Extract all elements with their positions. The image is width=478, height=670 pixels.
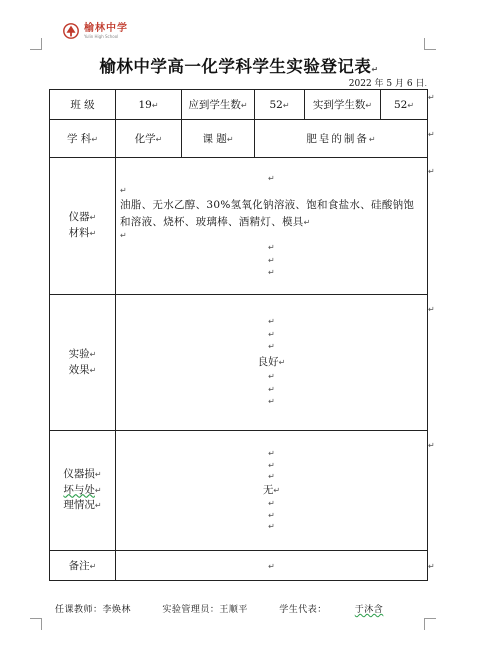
effect-text: 良好↵ bbox=[257, 356, 286, 369]
actual-count-label-cell: 实到学生数↵ bbox=[305, 90, 381, 120]
subject-value-cell: 化学↵ bbox=[116, 120, 182, 158]
row-end-mark: ↵ bbox=[428, 93, 435, 102]
actual-count-value-cell: 52↵ bbox=[381, 90, 428, 120]
teacher-signature: 任课教师：李焕林 bbox=[55, 605, 132, 615]
registration-table bbox=[49, 89, 428, 581]
remark-value-cell: ↵ bbox=[116, 551, 428, 581]
row-end-mark: ↵ bbox=[428, 562, 435, 571]
row-end-mark: ↵ bbox=[428, 130, 435, 139]
remark-label-cell: 备注↵ bbox=[50, 551, 116, 581]
table-row bbox=[50, 120, 428, 158]
crop-mark-bottom-left bbox=[30, 618, 42, 630]
row-end-mark: ↵ bbox=[428, 441, 435, 450]
registration-date: 2022 年 5 月 6 日. bbox=[348, 79, 427, 89]
equipment-text: 油脂、无水乙醇、30%氢氧化钠溶液、饱和食盐水、硅酸钠饱和溶液、烧杯、玻璃棒、酒精灯、模具↵ bbox=[120, 199, 415, 228]
effect-label-cell: 实验↵ 效果↵ bbox=[50, 295, 116, 431]
class-label-cell: 班 级 bbox=[50, 90, 116, 120]
page-title: 榆林中学高一化学科学生实验登记表↵ bbox=[99, 57, 379, 76]
expected-count-label-cell: 应到学生数↵ bbox=[182, 90, 255, 120]
school-logo bbox=[62, 20, 128, 42]
equipment-label-cell: 仪器↵ 材料↵ bbox=[50, 158, 116, 295]
signature-footer bbox=[55, 602, 411, 615]
student-rep-signature: 学生代表： 于沐含 bbox=[279, 605, 384, 615]
table-row bbox=[50, 158, 428, 295]
class-value-cell: 19↵ bbox=[116, 90, 182, 120]
equipment-value-cell: ↵ ↵ 油脂、无水乙醇、30%氢氧化钠溶液、饱和食盐水、硅酸钠饱和溶液、烧杯、玻璃棒、酒精灯、模具↵ ↵ ↵ ↵ ↵ bbox=[116, 158, 428, 295]
table-row bbox=[50, 431, 428, 551]
table-row bbox=[50, 90, 428, 120]
expected-count-value-cell: 52↵ bbox=[255, 90, 305, 120]
damage-text: 无↵ bbox=[262, 483, 281, 496]
damage-value-cell: ↵ ↵ ↵ 无↵ ↵ ↵ ↵ bbox=[116, 431, 428, 551]
subject-label-cell: 学 科↵ bbox=[50, 120, 116, 158]
topic-value-cell: 肥皂的制备↵ bbox=[255, 120, 428, 158]
table-row bbox=[50, 551, 428, 581]
topic-label-cell: 课 题↵ bbox=[182, 120, 255, 158]
logo-chinese-name: 榆林中学 bbox=[84, 22, 128, 34]
lab-manager-signature: 实验管理员：王顺平 bbox=[162, 605, 248, 615]
crop-mark-top-left bbox=[30, 38, 42, 50]
crop-mark-bottom-right bbox=[424, 618, 436, 630]
row-end-mark: ↵ bbox=[428, 167, 435, 176]
row-end-mark: ↵ bbox=[428, 305, 435, 314]
table-row bbox=[50, 295, 428, 431]
effect-value-cell: ↵ ↵ ↵ 良好↵ ↵ ↵ ↵ bbox=[116, 295, 428, 431]
damage-label-cell: 仪器损↵ 坏与处↵ 理情况↵ bbox=[50, 431, 116, 551]
logo-english-name: Yulin High School bbox=[84, 33, 119, 39]
school-emblem-icon bbox=[62, 22, 80, 40]
crop-mark-top-right bbox=[424, 38, 436, 50]
